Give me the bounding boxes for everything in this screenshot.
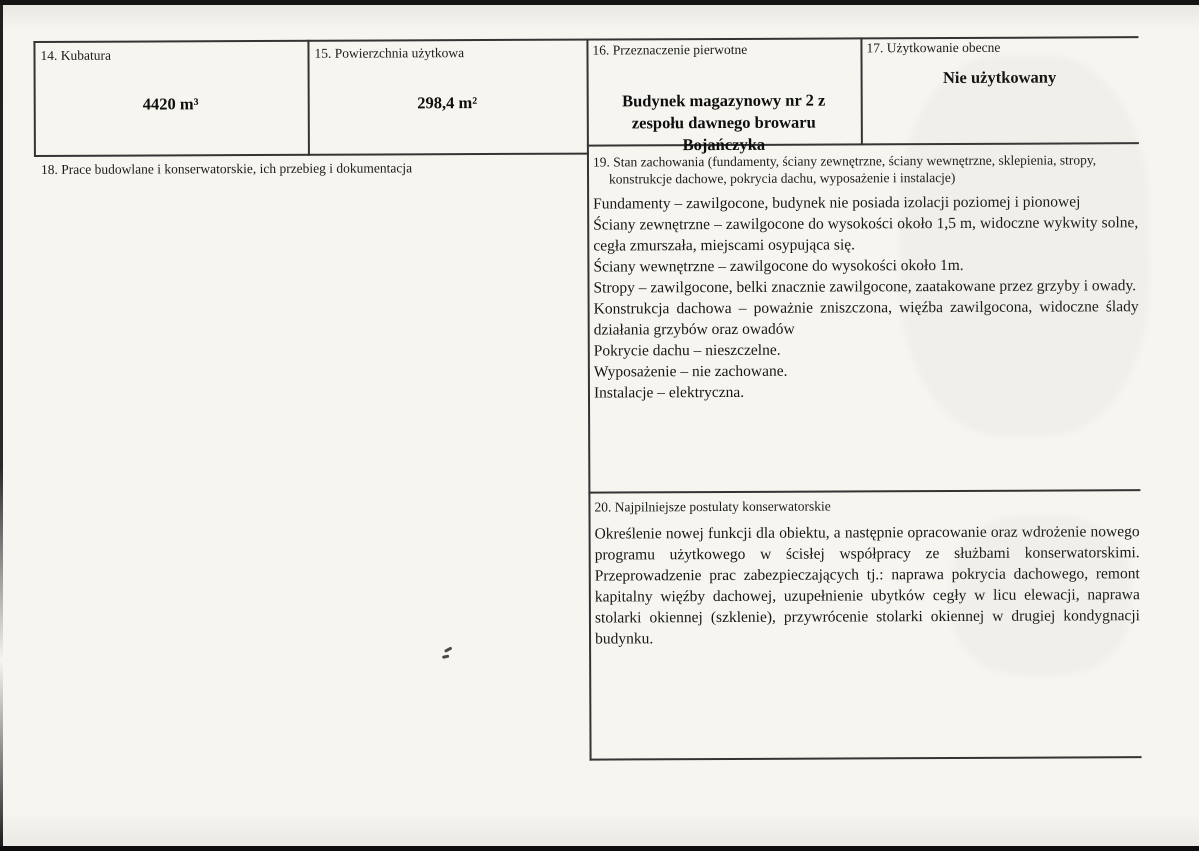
rule-row1-bottom-left — [34, 153, 589, 157]
bleed-through-smudge — [951, 515, 1132, 676]
field-14-value: 4420 m³ — [142, 94, 199, 114]
field-16-value: Budynek magazynowy nr 2 z zespołu dawnego browaru Bojańczyka — [622, 90, 826, 155]
bleed-through-smudge — [899, 55, 1151, 436]
rule-cell16-17-divider — [860, 37, 862, 145]
ink-speck-mark — [440, 646, 454, 664]
field-19-paragraph: Fundamenty – zawilgocone, budynek nie posiada izolacji poziomej i pionowej — [593, 193, 1081, 213]
field-20-paragraph: Określenie nowej funkcji dla obiektu, a następnie opracowanie oraz wdrożenie nowego programu użytkowego w ścisłej współpracy ze służbami konserwatorskimi. Przeprowadzenie prac zabezpieczających tj.: naprawa pokrycia dachowego, remont kapitalny więźby dachowej, uzupełnienie ubytków cegły w licu elewacji, naprawa stolarki okiennej (szklenie), przywrócenie stolarki okiennej w drugiej kondygnacji budynku. — [594, 523, 1140, 648]
field-14-label: 14. Kubatura — [40, 47, 112, 63]
scan-edge-left — [0, 5, 3, 846]
field-16-label: 16. Przeznaczenie pierwotne — [592, 41, 748, 58]
field-17-value: Nie użytkowany — [942, 67, 1057, 88]
field-17-label: 17. Użytkowanie obecne — [866, 39, 1001, 56]
scan-edge-top — [0, 0, 1199, 5]
rule-section19-20-divider — [588, 489, 1140, 493]
field-19-paragraph: Stropy – zawilgocone, belki znacznie zawilgocone, zaatakowane przez grzyby i owady. — [593, 277, 1137, 297]
rule-right-column-bottom — [590, 756, 1142, 760]
field-19-paragraph: Wyposażenie – nie zachowane. — [593, 362, 788, 381]
field-15-label: 15. Powierzchnia użytkowa — [314, 45, 465, 61]
scan-edge-bottom — [0, 846, 1199, 851]
field-19-paragraph: Pokrycie dachu – nieszczelne. — [593, 341, 781, 360]
field-19-paragraph: Konstrukcja dachowa – poważnie zniszczona, więźba zawilgocona, widoczne ślady działania grzybów oraz owadów — [593, 298, 1139, 339]
field-19-paragraph: Ściany zewnętrzne – zawilgocone do wysokości około 1,5 m, widoczne wykwity solne, cegła zmurszała, miejscami osypująca się. — [593, 214, 1139, 255]
field-19-label-line2: konstrukcje dachowe, pokrycia dachu, wyposażenie i instalacje) — [609, 169, 956, 187]
field-18-label: 18. Prace budowlane i konserwatorskie, ich przebieg i dokumentacja — [40, 160, 413, 177]
field-19-paragraph: Ściany wewnętrzne – zawilgocone do wysokości około 1m. — [593, 256, 964, 276]
field-19-paragraph: Instalacje – elektryczna. — [593, 383, 745, 402]
field-20-label: 20. Najpilniejsze postulaty konserwatorskie — [594, 498, 831, 515]
field-15-value: 298,4 m² — [417, 93, 478, 113]
field-19-label-line1: 19. Stan zachowania (fundamenty, ściany zewnętrzne, ściany wewnętrzne, sklepienia, stropy, — [592, 152, 1097, 170]
